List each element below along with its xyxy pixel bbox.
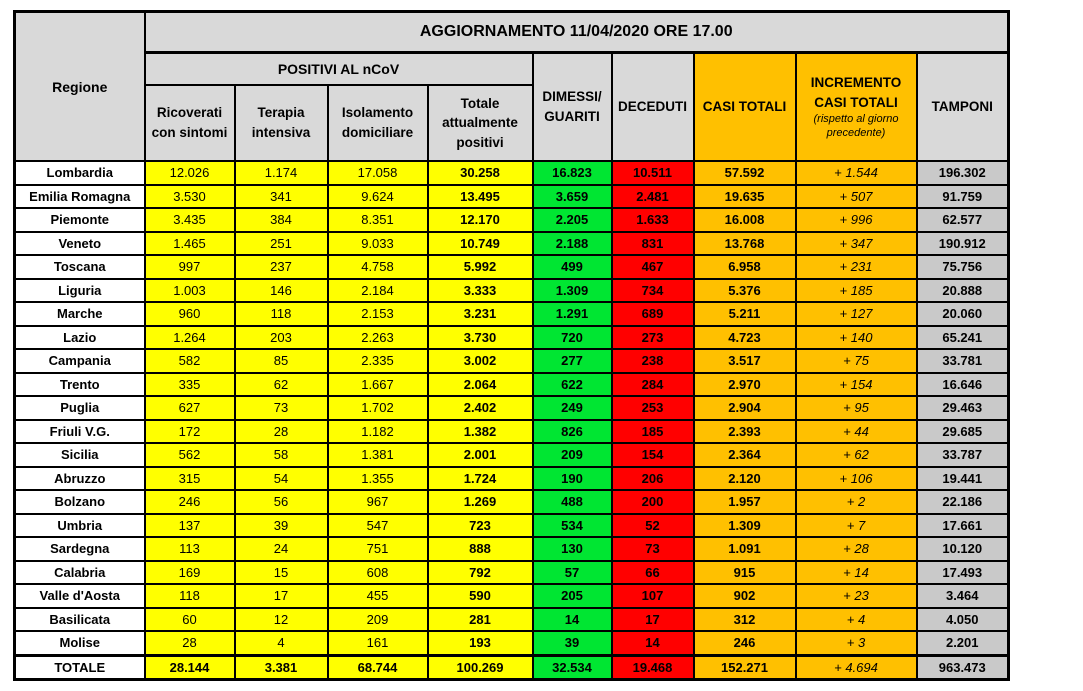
totale-deceduti: 19.468 [612,655,694,680]
cell-incremento: + 347 [796,232,917,256]
cell-totale-positivi: 30.258 [428,161,533,185]
cell-incremento: + 75 [796,349,917,373]
incremento-note: (rispetto al giorno precedente) [813,113,899,140]
cell-region: Toscana [15,255,145,279]
cell-tamponi: 190.912 [917,232,1009,256]
cell-tamponi: 29.463 [917,396,1009,420]
cell-isolamento: 1.667 [328,373,428,397]
cell-totale-positivi: 2.402 [428,396,533,420]
cell-ricoverati: 3.530 [145,185,235,209]
cell-tamponi: 20.888 [917,279,1009,303]
cell-deceduti: 10.511 [612,161,694,185]
cell-region: Lombardia [15,161,145,185]
cell-incremento: + 7 [796,514,917,538]
cell-deceduti: 200 [612,490,694,514]
cell-totale-positivi: 3.002 [428,349,533,373]
cell-isolamento: 967 [328,490,428,514]
cell-dimessi: 720 [533,326,612,350]
cell-totale-positivi: 3.730 [428,326,533,350]
cell-isolamento: 4.758 [328,255,428,279]
cell-region: Lazio [15,326,145,350]
cell-casi-totali: 5.376 [694,279,796,303]
cell-terapia: 203 [235,326,328,350]
cell-terapia: 54 [235,467,328,491]
cell-totale-positivi: 3.333 [428,279,533,303]
table-row [15,396,1009,420]
cell-ricoverati: 28 [145,631,235,655]
cell-dimessi: 3.659 [533,185,612,209]
cell-tamponi: 22.186 [917,490,1009,514]
cell-dimessi: 16.823 [533,161,612,185]
cell-terapia: 4 [235,631,328,655]
cell-ricoverati: 60 [145,608,235,632]
column-header-tamponi: TAMPONI [917,53,1009,162]
table-row [15,631,1009,655]
cell-deceduti: 253 [612,396,694,420]
cell-incremento: + 231 [796,255,917,279]
cell-isolamento: 608 [328,561,428,585]
cell-casi-totali: 16.008 [694,208,796,232]
cell-isolamento: 1.702 [328,396,428,420]
totale-attualmente-positivi: 100.269 [428,655,533,680]
cell-dimessi: 622 [533,373,612,397]
cell-casi-totali: 902 [694,584,796,608]
totale-ricoverati: 28.144 [145,655,235,680]
cell-dimessi: 277 [533,349,612,373]
table-row [15,349,1009,373]
cell-terapia: 118 [235,302,328,326]
cell-tamponi: 33.781 [917,349,1009,373]
cell-ricoverati: 1.003 [145,279,235,303]
cell-deceduti: 238 [612,349,694,373]
cell-region: Basilicata [15,608,145,632]
cell-isolamento: 8.351 [328,208,428,232]
column-header-casi-totali: CASI TOTALI [694,53,796,162]
cell-tamponi: 17.661 [917,514,1009,538]
cell-deceduti: 467 [612,255,694,279]
cell-terapia: 251 [235,232,328,256]
cell-tamponi: 3.464 [917,584,1009,608]
table-row [15,443,1009,467]
table-row [15,232,1009,256]
cell-incremento: + 127 [796,302,917,326]
cell-region: Sardegna [15,537,145,561]
cell-tamponi: 91.759 [917,185,1009,209]
cell-incremento: + 185 [796,279,917,303]
table-row [15,490,1009,514]
cell-dimessi: 14 [533,608,612,632]
cell-isolamento: 1.381 [328,443,428,467]
cell-casi-totali: 1.091 [694,537,796,561]
cell-ricoverati: 246 [145,490,235,514]
column-header-totale-positivi: Totale attualmente positivi [428,85,533,161]
cell-region: Molise [15,631,145,655]
cell-ricoverati: 118 [145,584,235,608]
table-row [15,326,1009,350]
cell-tamponi: 19.441 [917,467,1009,491]
cell-terapia: 15 [235,561,328,585]
cell-isolamento: 9.624 [328,185,428,209]
cell-totale-positivi: 888 [428,537,533,561]
cell-totale-positivi: 281 [428,608,533,632]
totale-tamponi: 963.473 [917,655,1009,680]
cell-terapia: 73 [235,396,328,420]
cell-dimessi: 2.188 [533,232,612,256]
column-header-incremento [796,53,917,162]
cell-terapia: 146 [235,279,328,303]
cell-isolamento: 9.033 [328,232,428,256]
column-header-terapia-intensiva: Terapia intensiva [235,85,328,161]
cell-dimessi: 488 [533,490,612,514]
cell-dimessi: 130 [533,537,612,561]
table-row [15,185,1009,209]
cell-totale-positivi: 12.170 [428,208,533,232]
covid-summary-table [13,10,1010,681]
cell-deceduti: 73 [612,537,694,561]
table-row [15,161,1009,185]
cell-incremento: + 996 [796,208,917,232]
cell-isolamento: 1.182 [328,420,428,444]
cell-totale-positivi: 792 [428,561,533,585]
cell-casi-totali: 6.958 [694,255,796,279]
table-body [15,161,1009,655]
cell-totale-positivi: 1.724 [428,467,533,491]
cell-incremento: + 1.544 [796,161,917,185]
cell-terapia: 237 [235,255,328,279]
totale-label: TOTALE [15,655,145,680]
table-row [15,302,1009,326]
cell-casi-totali: 2.904 [694,396,796,420]
incremento-label: INCREMENTO CASI TOTALI [810,75,902,110]
cell-casi-totali: 5.211 [694,302,796,326]
cell-region: Abruzzo [15,467,145,491]
cell-deceduti: 831 [612,232,694,256]
cell-ricoverati: 3.435 [145,208,235,232]
cell-isolamento: 2.153 [328,302,428,326]
cell-region: Sicilia [15,443,145,467]
cell-tamponi: 4.050 [917,608,1009,632]
cell-tamponi: 20.060 [917,302,1009,326]
cell-totale-positivi: 590 [428,584,533,608]
cell-tamponi: 62.577 [917,208,1009,232]
cell-ricoverati: 315 [145,467,235,491]
cell-tamponi: 65.241 [917,326,1009,350]
cell-incremento: + 23 [796,584,917,608]
cell-isolamento: 455 [328,584,428,608]
cell-dimessi: 39 [533,631,612,655]
cell-terapia: 1.174 [235,161,328,185]
cell-tamponi: 2.201 [917,631,1009,655]
table-row [15,584,1009,608]
cell-incremento: + 4 [796,608,917,632]
cell-region: Bolzano [15,490,145,514]
cell-ricoverati: 137 [145,514,235,538]
cell-casi-totali: 1.309 [694,514,796,538]
column-header-dimessi-guariti: DIMESSI/ GUARITI [533,53,612,162]
cell-incremento: + 95 [796,396,917,420]
cell-dimessi: 205 [533,584,612,608]
cell-terapia: 17 [235,584,328,608]
cell-region: Campania [15,349,145,373]
cell-isolamento: 751 [328,537,428,561]
cell-terapia: 58 [235,443,328,467]
cell-tamponi: 17.493 [917,561,1009,585]
cell-terapia: 62 [235,373,328,397]
cell-isolamento: 161 [328,631,428,655]
table-title: AGGIORNAMENTO 11/04/2020 ORE 17.00 [145,12,1009,53]
cell-casi-totali: 1.957 [694,490,796,514]
cell-region: Valle d'Aosta [15,584,145,608]
cell-terapia: 28 [235,420,328,444]
table-row [15,208,1009,232]
totale-dimessi: 32.534 [533,655,612,680]
covid-region-table-sheet [13,10,1010,681]
cell-ricoverati: 997 [145,255,235,279]
totale-terapia: 3.381 [235,655,328,680]
cell-terapia: 39 [235,514,328,538]
cell-terapia: 85 [235,349,328,373]
cell-deceduti: 185 [612,420,694,444]
cell-region: Marche [15,302,145,326]
cell-tamponi: 196.302 [917,161,1009,185]
cell-ricoverati: 335 [145,373,235,397]
cell-ricoverati: 172 [145,420,235,444]
cell-incremento: + 28 [796,537,917,561]
table-row [15,279,1009,303]
cell-totale-positivi: 3.231 [428,302,533,326]
cell-region: Calabria [15,561,145,585]
cell-tamponi: 16.646 [917,373,1009,397]
cell-casi-totali: 13.768 [694,232,796,256]
cell-casi-totali: 2.393 [694,420,796,444]
totale-casi-totali: 152.271 [694,655,796,680]
cell-incremento: + 62 [796,443,917,467]
cell-casi-totali: 312 [694,608,796,632]
cell-incremento: + 507 [796,185,917,209]
cell-incremento: + 140 [796,326,917,350]
cell-ricoverati: 113 [145,537,235,561]
cell-casi-totali: 57.592 [694,161,796,185]
cell-dimessi: 57 [533,561,612,585]
cell-ricoverati: 1.465 [145,232,235,256]
cell-casi-totali: 2.120 [694,467,796,491]
cell-ricoverati: 1.264 [145,326,235,350]
cell-deceduti: 52 [612,514,694,538]
cell-terapia: 12 [235,608,328,632]
cell-dimessi: 249 [533,396,612,420]
table-row [15,255,1009,279]
column-header-isolamento: Isolamento domiciliare [328,85,428,161]
cell-ricoverati: 12.026 [145,161,235,185]
table-row [15,561,1009,585]
cell-isolamento: 2.263 [328,326,428,350]
cell-terapia: 24 [235,537,328,561]
cell-totale-positivi: 2.001 [428,443,533,467]
cell-deceduti: 689 [612,302,694,326]
cell-terapia: 341 [235,185,328,209]
cell-deceduti: 17 [612,608,694,632]
cell-terapia: 56 [235,490,328,514]
cell-region: Emilia Romagna [15,185,145,209]
column-group-positivi: POSITIVI AL nCoV [145,53,533,86]
cell-dimessi: 499 [533,255,612,279]
cell-incremento: + 106 [796,467,917,491]
cell-deceduti: 2.481 [612,185,694,209]
cell-totale-positivi: 2.064 [428,373,533,397]
cell-dimessi: 209 [533,443,612,467]
cell-totale-positivi: 1.382 [428,420,533,444]
cell-tamponi: 33.787 [917,443,1009,467]
cell-tamponi: 10.120 [917,537,1009,561]
cell-casi-totali: 915 [694,561,796,585]
cell-region: Piemonte [15,208,145,232]
cell-incremento: + 2 [796,490,917,514]
cell-deceduti: 1.633 [612,208,694,232]
cell-ricoverati: 169 [145,561,235,585]
cell-dimessi: 534 [533,514,612,538]
cell-dimessi: 826 [533,420,612,444]
cell-tamponi: 75.756 [917,255,1009,279]
cell-region: Veneto [15,232,145,256]
column-header-regione: Regione [15,12,145,162]
totale-incremento: + 4.694 [796,655,917,680]
cell-region: Puglia [15,396,145,420]
cell-isolamento: 17.058 [328,161,428,185]
cell-deceduti: 107 [612,584,694,608]
cell-deceduti: 273 [612,326,694,350]
table-header [15,12,1009,162]
cell-totale-positivi: 723 [428,514,533,538]
cell-isolamento: 2.184 [328,279,428,303]
cell-totale-positivi: 1.269 [428,490,533,514]
cell-ricoverati: 562 [145,443,235,467]
cell-incremento: + 44 [796,420,917,444]
cell-totale-positivi: 10.749 [428,232,533,256]
cell-region: Trento [15,373,145,397]
cell-dimessi: 2.205 [533,208,612,232]
cell-dimessi: 190 [533,467,612,491]
cell-totale-positivi: 5.992 [428,255,533,279]
cell-dimessi: 1.309 [533,279,612,303]
table-row [15,467,1009,491]
totale-isolamento: 68.744 [328,655,428,680]
totale-row [15,655,1009,680]
cell-deceduti: 206 [612,467,694,491]
table-row [15,373,1009,397]
cell-incremento: + 14 [796,561,917,585]
cell-totale-positivi: 13.495 [428,185,533,209]
cell-casi-totali: 4.723 [694,326,796,350]
cell-region: Friuli V.G. [15,420,145,444]
cell-ricoverati: 960 [145,302,235,326]
cell-isolamento: 1.355 [328,467,428,491]
cell-region: Umbria [15,514,145,538]
cell-ricoverati: 582 [145,349,235,373]
cell-casi-totali: 246 [694,631,796,655]
cell-deceduti: 284 [612,373,694,397]
cell-incremento: + 3 [796,631,917,655]
cell-casi-totali: 3.517 [694,349,796,373]
cell-region: Liguria [15,279,145,303]
cell-casi-totali: 19.635 [694,185,796,209]
cell-isolamento: 209 [328,608,428,632]
cell-casi-totali: 2.970 [694,373,796,397]
cell-deceduti: 734 [612,279,694,303]
cell-casi-totali: 2.364 [694,443,796,467]
cell-deceduti: 66 [612,561,694,585]
cell-terapia: 384 [235,208,328,232]
column-header-deceduti: DECEDUTI [612,53,694,162]
cell-tamponi: 29.685 [917,420,1009,444]
column-header-ricoverati: Ricoverati con sintomi [145,85,235,161]
cell-deceduti: 154 [612,443,694,467]
cell-deceduti: 14 [612,631,694,655]
table-row [15,514,1009,538]
cell-dimessi: 1.291 [533,302,612,326]
cell-isolamento: 2.335 [328,349,428,373]
table-row [15,608,1009,632]
cell-isolamento: 547 [328,514,428,538]
cell-incremento: + 154 [796,373,917,397]
table-row [15,420,1009,444]
table-row [15,537,1009,561]
cell-ricoverati: 627 [145,396,235,420]
table-footer [15,655,1009,680]
cell-totale-positivi: 193 [428,631,533,655]
